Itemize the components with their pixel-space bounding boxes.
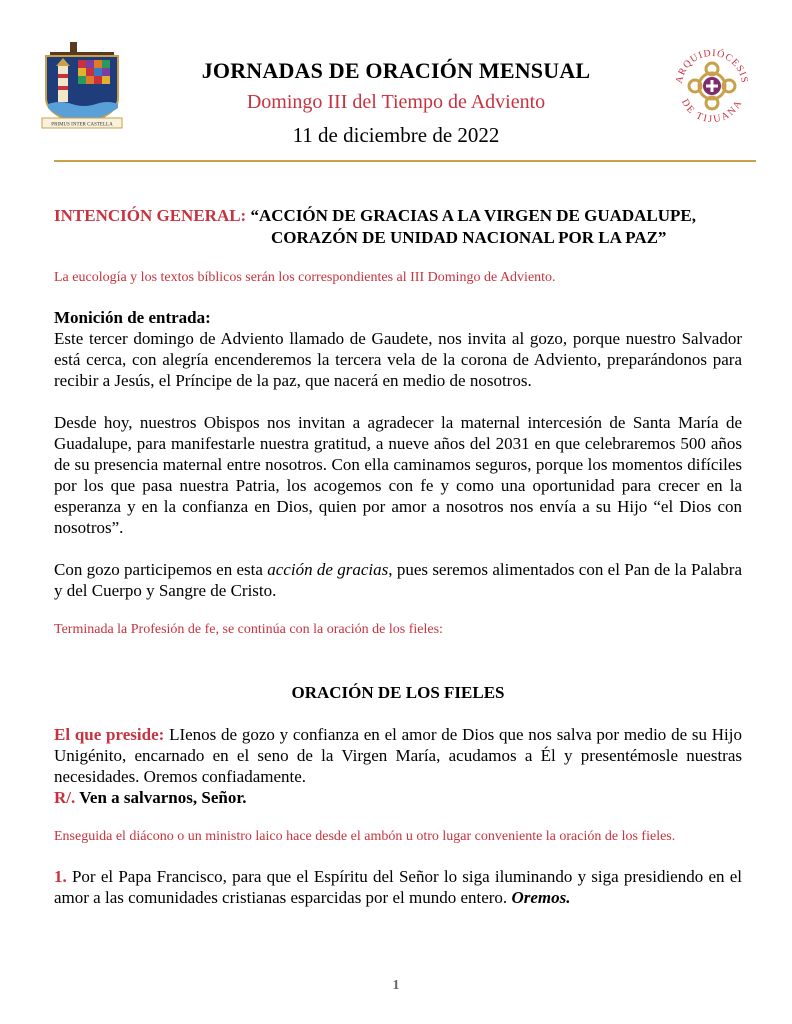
p3-after: , pues seremos alimentados con el Pan de la Palabra y del Cuerpo y Sangre de Cristo. — [54, 560, 742, 600]
presider-text: LIenos de gozo y confianza en el amor de Dios que nos salva por medio de su Hijo Unigénito, encarnado en el seno de la Virgen María, acudamos a Él y presentémosle nuestras necesidades. Oremos confiadamente. — [54, 725, 742, 786]
p3-italic: acción de gracias — [267, 560, 389, 579]
monicion-heading: Monición de entrada: — [54, 308, 211, 327]
presider-label: El que preside: — [54, 725, 165, 744]
rubric-note-deacon: Enseguida el diácono o un ministro laico hace desde el ambón u otro lugar conveniente la oración de los fieles. — [54, 829, 676, 844]
monicion-paragraph-2: Desde hoy, nuestros Obispos nos invitan a agradecer la maternal intercesión de Santa María de Guadalupe, para manifestarle nuestra gratitud, a nueve años del 2031 en que celebraremos 500 años de su presencia maternal entre nosotros. Con ella caminamos seguros, porque los momentos difíciles por los que pasa nuestra Patria, los acogemos con fe y como una oportunidad para crecer en la esperanza y en la confianza en Dios, quien por amor a nosotros nos envía a su Hijo “el Dios con nosotros”. — [54, 413, 742, 537]
rubric-note-eucology: La eucología y los textos bíblicos serán los correspondientes al III Domingo de Adviento. — [54, 270, 556, 285]
diocese-coat-of-arms-logo — [40, 42, 124, 130]
petition-1-closing: Oremos. — [511, 888, 571, 907]
archdiocese-seal-logo — [668, 42, 756, 130]
petition-1-number: 1. — [54, 867, 67, 886]
document-body — [54, 205, 742, 908]
presider-paragraph — [54, 724, 742, 787]
page-number: 1 — [392, 978, 400, 993]
monicion-paragraph-1: Este tercer domingo de Adviento llamado de Gaudete, nos invita al gozo, porque nuestro Salvador está cerca, con alegría encenderemos la tercera vela de la corona de Adviento, preparándonos para recibir a Jesús, el Príncipe de la paz, que nacerá en medio de nosotros. — [54, 329, 742, 390]
seal-top-text: ARQUIDIÓCESIS — [673, 47, 750, 85]
oracion-heading: ORACIÓN DE LOS FIELES — [291, 683, 505, 702]
general-intention — [54, 205, 742, 249]
page-subtitle: Domingo III del Tiempo de Adviento — [246, 91, 546, 113]
page-date: 11 de diciembre de 2022 — [292, 123, 500, 147]
p3-before: Con gozo participemos en esta — [54, 560, 268, 579]
rubric-note-profession: Terminada la Profesión de fe, se continúa con la oración de los fieles: — [54, 622, 443, 637]
header-divider — [54, 160, 756, 162]
response-label: R/. — [54, 788, 76, 807]
page-title: JORNADAS DE ORACIÓN MENSUAL — [201, 58, 591, 83]
petition-1 — [54, 866, 742, 908]
intention-line2: CORAZÓN DE UNIDAD NACIONAL POR LA PAZ” — [271, 228, 667, 247]
response-text: Ven a salvarnos, Señor. — [75, 788, 247, 807]
monicion-paragraph-3 — [54, 559, 742, 601]
response-line — [54, 787, 742, 808]
logo-banner-text: PRIMUS INTER CASTELLA — [51, 122, 113, 128]
intention-label: INTENCIÓN GENERAL: — [54, 206, 247, 225]
petition-1-text: Por el Papa Francisco, para que el Espíritu del Señor lo siga iluminando y siga presidiendo en el amor a las comunidades cristianas esparcidas por el mundo entero. — [54, 867, 742, 907]
seal-bottom-text: DE TIJUANA — [678, 97, 746, 126]
intention-line1: “ACCIÓN DE GRACIAS A LA VIRGEN DE GUADALUPE, — [250, 206, 697, 225]
